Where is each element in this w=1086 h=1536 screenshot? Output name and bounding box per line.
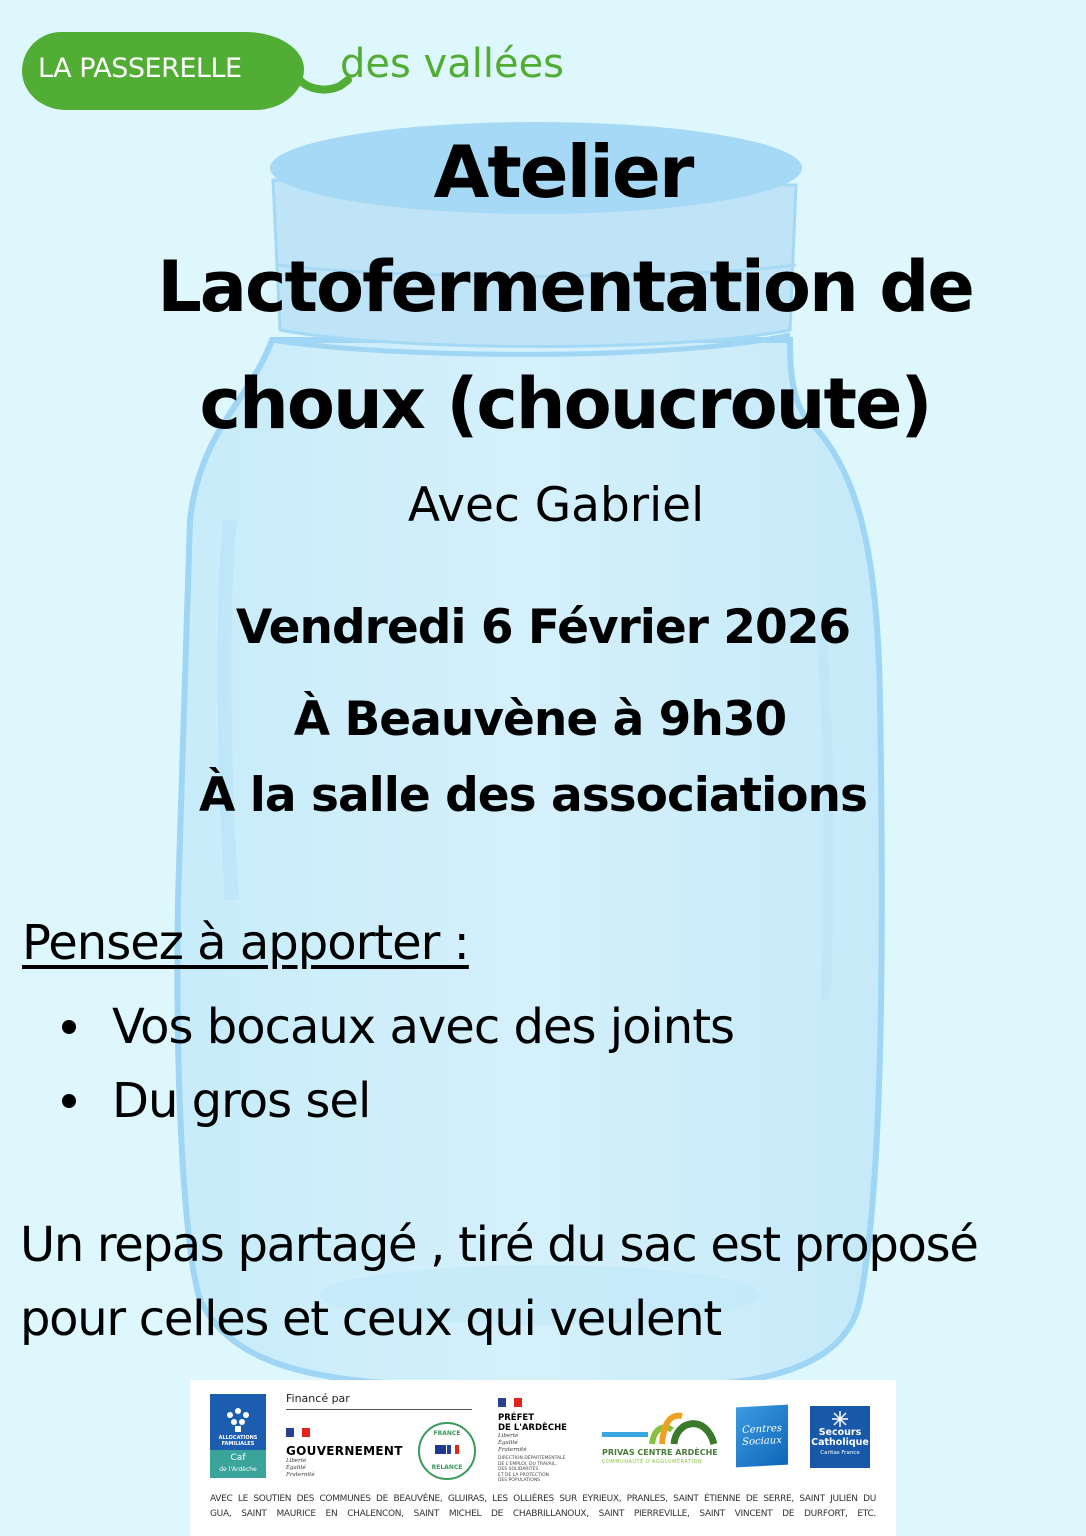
french-flag-icon (286, 1422, 403, 1441)
secours-catholique-logo (810, 1406, 870, 1468)
prefet-motto: Liberté Égalité Fraternité (498, 1433, 527, 1453)
french-flag-icon (498, 1392, 567, 1411)
bullet-icon (62, 1094, 76, 1108)
privas-sub: COMMUNAUTÉ D'AGGLOMÉRATION (602, 1459, 703, 1465)
government-motto: Liberté Égalité Fraternité (286, 1458, 315, 1478)
caf-logo-bottom (210, 1450, 266, 1478)
title-line-2: Lactofermentation de (157, 246, 973, 328)
event-place-time: À Beauvène à 9h30 (293, 692, 787, 747)
bring-heading: Pensez à apporter : (22, 915, 469, 971)
france-relance-logo: FRANCE RELANCE (418, 1422, 476, 1480)
prefet-name: PRÉFET DE L'ARDÈCHE (498, 1413, 567, 1433)
privas-name: PRIVAS CENTRE ARDÈCHE (602, 1448, 718, 1457)
bring-item (62, 1064, 734, 1138)
communes-support-text: AVEC LE SOUTIEN DES COMMUNES DE BEAUVÈNE, GLUIRAS, LES OLLIÈRES SUR EYRIEUX, PRANLES, SAINT ÉTIENNE DE SERRE, SAINT JULIEN DU GUA, SAINT MAURICE EN CHALENCON, SAINT MICHEL DE CHABRILLANOUX, SAINT PIERREVILLE, SAINT VINCENT DE DURFORT, ETC. (210, 1494, 876, 1519)
caf-logo-top (210, 1394, 266, 1450)
privas-centre-ardeche-logo (602, 1410, 720, 1470)
prefet-ardeche-logo (498, 1392, 567, 1484)
caf-logo (210, 1394, 266, 1478)
bring-item-label: Du gros sel (112, 1073, 371, 1129)
caf-family-icon (223, 1407, 253, 1433)
host-name: Avec Gabriel (407, 478, 705, 533)
government-name: GOUVERNEMENT (286, 1444, 403, 1458)
bring-item-label: Vos bocaux avec des joints (112, 999, 735, 1055)
sponsors-panel (190, 1380, 896, 1536)
secours-name: Secours Catholique (811, 1427, 869, 1448)
note-line-2: pour celles et ceux qui veulent (20, 1291, 721, 1347)
financed-by-label: Financé par (286, 1392, 350, 1405)
caf-top-text: ALLOCATIONS FAMILIALES (218, 1435, 258, 1447)
la-passerelle-logo (22, 28, 602, 114)
flags-icon (435, 1443, 459, 1459)
bullet-icon (62, 1020, 76, 1034)
event-venue: À la salle des associations (199, 768, 867, 823)
bring-list (62, 990, 734, 1138)
logo-text-des-vallees: des vallées (340, 41, 565, 87)
caf-sub: de l'Ardèche (219, 1466, 257, 1473)
privas-arches-icon (602, 1410, 720, 1446)
bring-item (62, 990, 734, 1064)
prefet-direction: DIRECTION DÉPARTEMENTALE DE L'EMPLOI, DU TRAVAIL, DES SOLIDARITÉS ET DE LA PROTECTION DES POPULATIONS (498, 1456, 566, 1483)
event-date: Vendredi 6 Février 2026 (235, 600, 851, 655)
financed-by-divider (286, 1409, 472, 1410)
title-line-3: choux (choucroute) (199, 363, 931, 445)
government-logo (286, 1422, 403, 1479)
logo-text-la-passerelle: LA PASSERELLE (38, 53, 242, 84)
secours-sub: Caritas France (820, 1450, 860, 1456)
cross-icon (831, 1410, 849, 1428)
caf-name: Caf (230, 1453, 246, 1463)
centres-sociaux-logo: Centres Sociaux (736, 1405, 788, 1468)
note-line-1: Un repas partagé , tiré du sac est proposé (20, 1217, 978, 1273)
shared-meal-note (20, 1208, 978, 1356)
title-line-1: Atelier (433, 130, 693, 214)
